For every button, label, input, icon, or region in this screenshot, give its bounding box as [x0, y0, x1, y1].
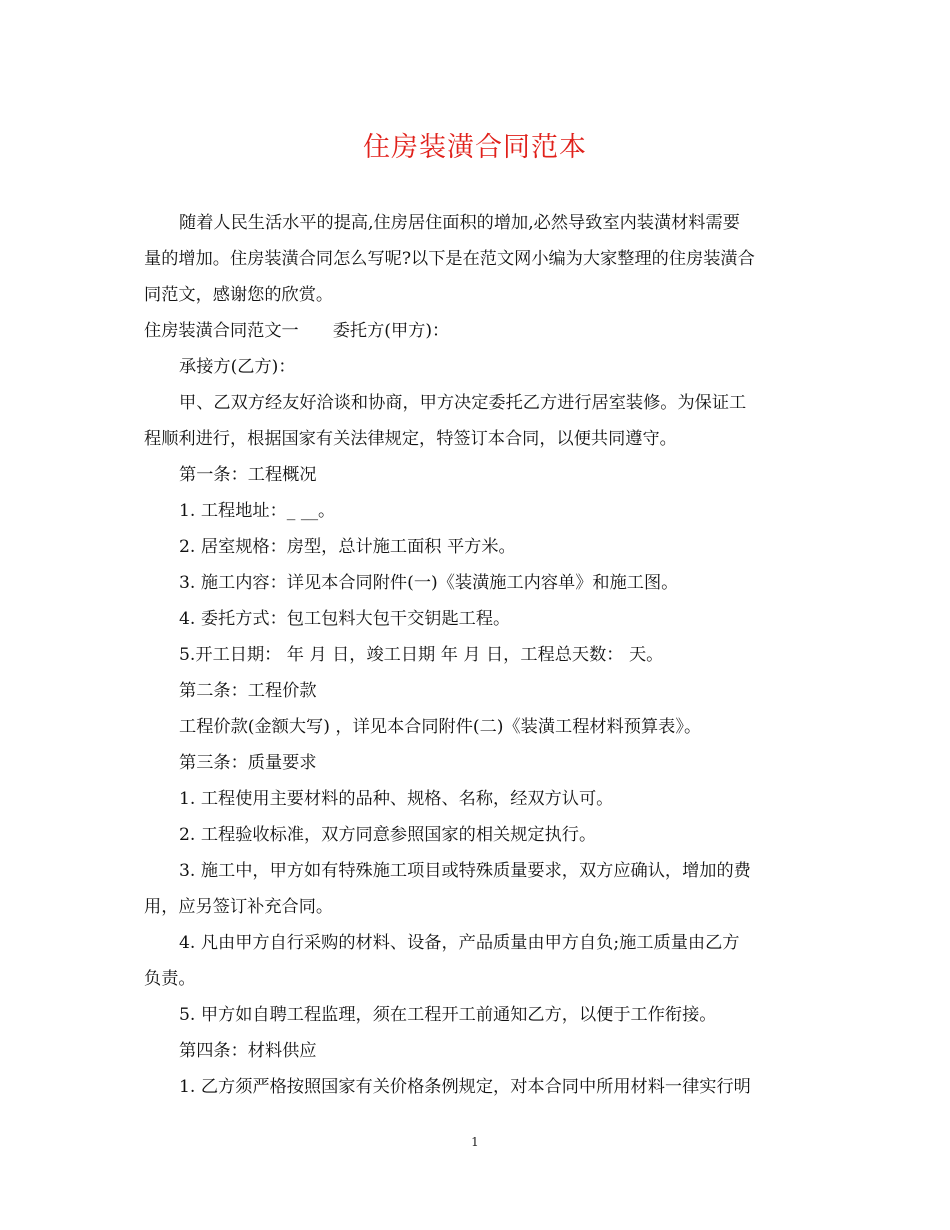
page-number: 1 — [471, 1135, 479, 1149]
article3-item: 5. 甲方如自聘工程监理，须在工程开工前通知乙方，以便于工作衔接。 — [179, 1005, 717, 1025]
sample-heading-row — [144, 313, 808, 349]
intro-paragraph — [144, 205, 808, 313]
article3-item: 3. 施工中，甲方如有特殊施工项目或特殊质量要求，双方应确认，增加的费 用，应另签订补充合同。 — [144, 861, 751, 917]
agreement-paragraph — [144, 385, 808, 457]
article3-heading: 第三条：质量要求 — [179, 753, 317, 773]
article1-item: 1. 工程地址：_ __。 — [179, 501, 336, 521]
party-b-paragraph — [144, 349, 808, 385]
article1-item: 2. 居室规格：房型，总计施工面积 平方米。 — [179, 537, 516, 557]
article3-item: 4. 凡由甲方自行采购的材料、设备，产品质量由甲方自负;施工质量由乙方 负责。 — [144, 933, 740, 989]
article3-item: 2. 工程验收标准，双方同意参照国家的相关规定执行。 — [179, 825, 597, 845]
article3-item: 1. 工程使用主要材料的品种、规格、名称，经双方认可。 — [179, 789, 614, 809]
text-line: 程顺利进行，根据国家有关法律规定，特签订本合同，以便共同遵守。 — [144, 429, 677, 449]
article4-heading: 第四条：材料供应 — [179, 1041, 317, 1061]
article1-item: 4. 委托方式：包工包料大包干交钥匙工程。 — [179, 609, 511, 629]
article2-text: 工程价款(金额大写) ，详见本合同附件(二)《装潢工程材料预算表》。 — [179, 717, 702, 737]
sample-heading: 住房装潢合同范文一 — [144, 321, 299, 341]
document-body — [144, 205, 808, 1105]
article2-heading: 第二条：工程价款 — [179, 681, 317, 701]
article4-item: 1. 乙方须严格按照国家有关价格条例规定，对本合同中所用材料一律实行明 — [179, 1077, 751, 1097]
text-line: 随着人民生活水平的提高,住房居住面积的增加,必然导致室内装潢材料需要 — [179, 213, 740, 233]
text-line: 甲、乙双方经友好洽谈和协商，甲方决定委托乙方进行居室装修。为保证工 — [179, 393, 747, 413]
party-b-label: 承接方(乙方)： — [179, 357, 296, 377]
article1-item: 3. 施工内容：详见本合同附件(一)《装潢施工内容单》和施工图。 — [179, 573, 679, 593]
party-a-label: 委托方(甲方)： — [332, 321, 450, 341]
article1-item: 5.开工日期： 年 月 日，竣工日期 年 月 日，工程总天数： 天。 — [179, 645, 664, 665]
article1-heading: 第一条：工程概况 — [179, 465, 317, 485]
text-line: 同范文，感谢您的欣赏。 — [144, 285, 334, 305]
text-line: 量的增加。住房装潢合同怎么写呢?以下是在范文网小编为大家整理的住房装潢合 — [144, 249, 755, 269]
document-title: 住房装潢合同范本 — [363, 132, 587, 163]
